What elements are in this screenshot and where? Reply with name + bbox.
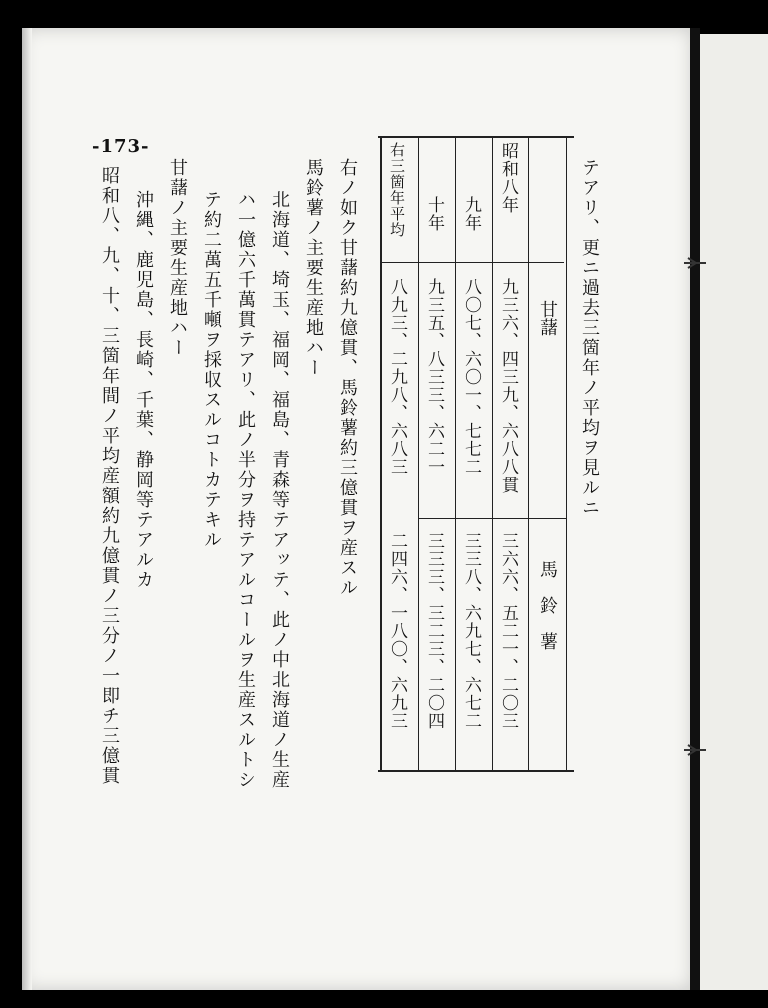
text-column: 昭和八、九、十、三箇年間ノ平均産額約九億貫ノ三分ノ一即チ三億貫 — [99, 166, 120, 786]
row-label: 十年 — [424, 196, 444, 232]
table-cell: 八九三、二九八、六八三 — [387, 278, 407, 476]
table-cell: 三六六、五二一、二〇三 — [498, 532, 518, 730]
header-potato: 馬鈴薯 — [537, 560, 558, 668]
page-number: -173- — [92, 136, 150, 157]
text-column: 北海道、埼玉、福岡、福島、青森等テアッテ、此ノ中北海道ノ生産 — [269, 190, 290, 790]
text-column: テ約二萬五千噸ヲ採収スルコトカテキル — [201, 190, 222, 550]
text-column: テアリ、更ニ過去三箇年ノ平均ヲ見ルニ — [579, 158, 600, 518]
book-binding — [690, 28, 700, 990]
row-label: 右三箇年平均 — [388, 142, 406, 238]
table-cell: 二四六、一八〇、六九三 — [387, 532, 407, 730]
text-column: 甘藷ノ主要生産地ハー — [167, 158, 188, 358]
row-label: 昭和八年 — [498, 142, 518, 214]
text-column: 右ノ如ク甘藷約九億貫、馬鈴薯約三億貫ヲ産スル — [337, 158, 358, 598]
header-sweet-potato: 甘藷 — [537, 300, 558, 336]
adjacent-page — [700, 34, 768, 990]
text-column: ハ一億六千萬貫テアリ、此ノ半分ヲ持テアルコールヲ生産スルトシ — [235, 190, 256, 790]
row-label: 九年 — [461, 196, 481, 232]
table-cell: 三三三、三二三、二〇四 — [424, 532, 444, 730]
table-cell: 三三八、六九七、六七二 — [461, 532, 481, 730]
table-cell: 九三五、八三三、六二一 — [424, 278, 444, 476]
table-cell: 八〇七、六〇一、七七二 — [461, 278, 481, 476]
binding-clip-icon — [682, 742, 708, 758]
text-column: 沖縄、鹿児島、長崎、千葉、静岡等テアルカ — [133, 190, 154, 590]
text-column: 馬鈴薯ノ主要生産地ハー — [303, 158, 324, 378]
table-cell: 九三六、四三九、六八八貫 — [498, 278, 518, 494]
binding-clip-icon — [682, 255, 708, 271]
